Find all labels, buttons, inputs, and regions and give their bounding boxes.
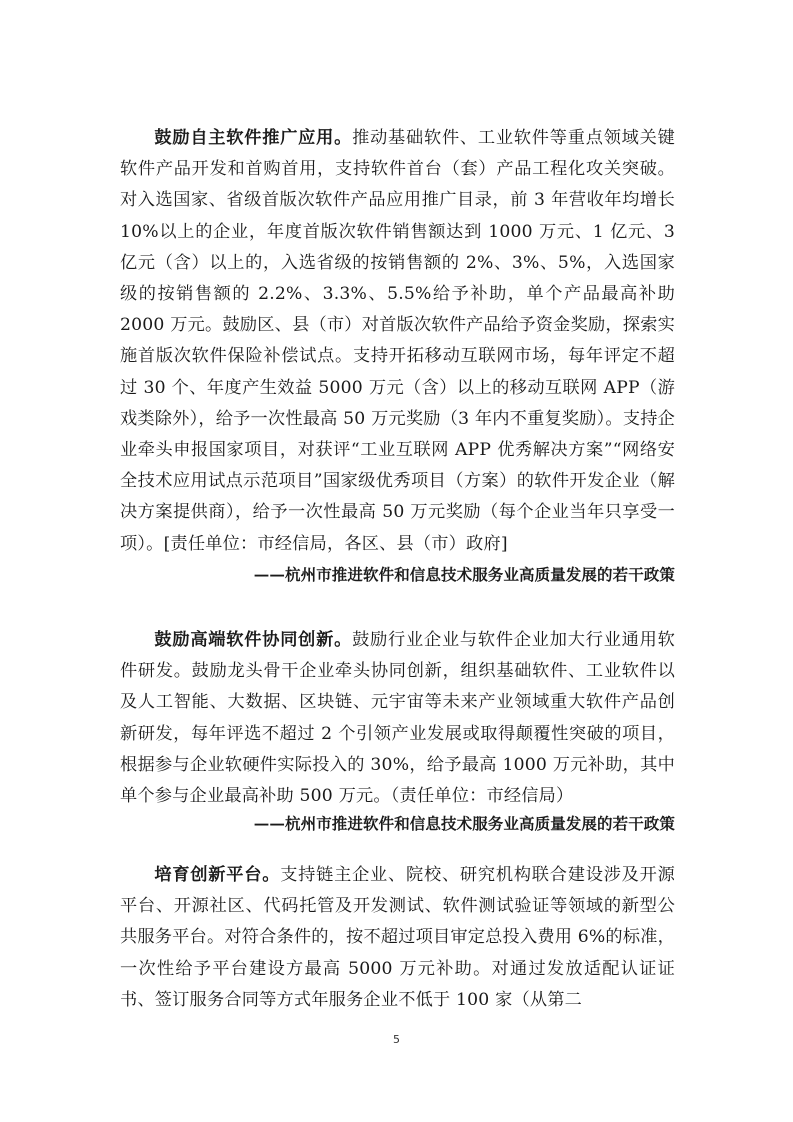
paragraph-heading: 鼓励自主软件推广应用。	[154, 128, 353, 148]
paragraph-body: 鼓励行业企业与软件企业加大行业通用软件研发。鼓励龙头骨干企业牵头协同创新，组织基础软件、工业软件以及人工智能、大数据、区块链、元宇宙等未来产业领域重大软件产品创新研发，每年评选不超过 2 个引领产业发展或取得颠覆性突破的项目，根据参与企业软硬件实际投入的 30%，给予最高 1000 万元补助，其中单个参与企业最高补助 500 万元。（责任单位：市经信局）	[120, 630, 676, 807]
policy-section-2	[120, 625, 675, 836]
policy-section-1	[120, 123, 675, 587]
page-number: 5	[393, 1033, 400, 1046]
paragraph-heading: 鼓励高端软件协同创新。	[154, 630, 353, 650]
policy-source: ——杭州市推进软件和信息技术服务业高质量发展的若干政策	[253, 814, 675, 834]
policy-source: ——杭州市推进软件和信息技术服务业高质量发展的若干政策	[253, 564, 675, 584]
paragraph-body: 支持链主企业、院校、研究机构联合建设涉及开源平台、开源社区、代码托管及开发测试、软件测试验证等领域的新型公共服务平台。对符合条件的，按不超过项目审定总投入费用 6%的标准，一次性给予平台建设方最高 5000 万元补助。对通过发放适配认证证书、签订服务合同等方式年服务企业不低于 100 家（从第二	[120, 865, 675, 1010]
policy-paragraph	[120, 625, 675, 812]
policy-paragraph	[120, 123, 675, 560]
paragraph-body: 推动基础软件、工业软件等重点领域关键软件产品开发和首购首用，支持软件首台（套）产品工程化攻关突破。对入选国家、省级首版次软件产品应用推广目录，前 3 年营收年均增长 10%以上的企业，年度首版次软件销售额达到 1000 万元、1 亿元、3 亿元（含）以上的，入选省级的按销售额的 2%、3%、5%，入选国家级的按销售额的 2.2%、3.3%、5.5%给予补助，单个产品最高补助 2000 万元。鼓励区、县（市）对首版次软件产品给予资金奖励，探索实施首版次软件保险补偿试点。支持开拓移动互联网市场，每年评定不超过 30 个、年度产生效益 5000 万元（含）以上的移动互联网 APP（游戏类除外），给予一次性最高 50 万元奖励（3 年内不重复奖励）。支持企业牵头申报国家项目，对获评“工业互联网 APP 优秀解决方案”“网络安全技术应用试点示范项目”国家级优秀项目（方案）的软件开发企业（解决方案提供商），给予一次性最高 50 万元奖励（每个企业当年只享受一项）。[责任单位：市经信局，各区、县（市）政府]	[120, 128, 676, 554]
policy-section-3	[120, 860, 675, 1016]
paragraph-heading: 培育创新平台。	[154, 865, 281, 885]
policy-paragraph	[120, 860, 675, 1016]
